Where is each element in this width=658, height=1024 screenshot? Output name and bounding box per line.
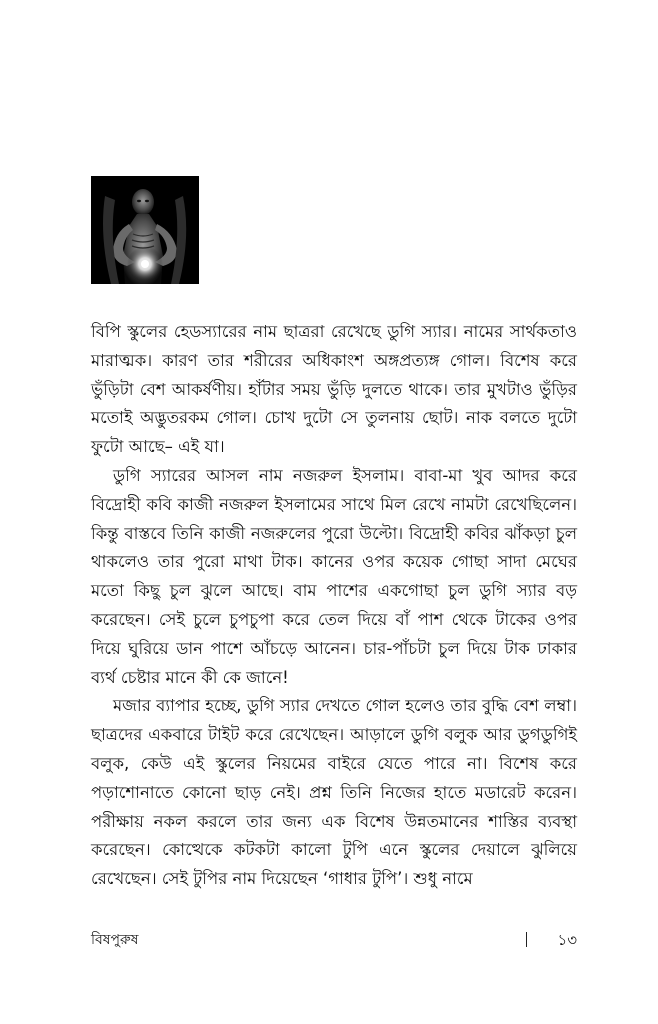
running-title: বিষপুরুষ — [91, 932, 139, 948]
paragraph-3: মজার ব্যাপার হচ্ছে, ডুগি স্যার দেখতে গোল হলেও তার বুদ্ধি বেশ লম্বা। ছাত্রদের একবারে টাইট করে রেখেছেন। আড়ালে ডুগি বলুক আর ডুগডুগিই বলুক, কেউ এই স্কুলের নিয়মের বাইরে যেতে পারে না। বিশেষ করে পড়াশোনাতে কোনো ছাড় নেই। প্রশ্ন তিনি নিজের হাতে মডারেট করেন। পরীক্ষায় নকল করলে তার জন্য এক বিশেষ উন্নতমানের শাস্তির ব্যবস্থা করেছেন। কোত্থেকে কটকটা কালো টুপি এনে স্কুলের দেয়ালে ঝুলিয়ে রেখেছেন। সেই টুপির নাম দিয়েছেন ‘গাধার টুপি’। শুধু নামে — [91, 696, 577, 889]
page-number: ১৩ — [557, 931, 577, 949]
footer-separator — [526, 932, 528, 947]
paragraph-1: বিপি স্কুলের হেডস্যারের নাম ছাত্ররা রেখেছে ডুগি স্যার। নামের সার্থকতাও মারাত্মক। কারণ তার শরীরের অধিকাংশ অঙ্গপ্রত্যঙ্গ গোল। বিশেষ করে ভুঁড়িটা বেশ আকর্ষণীয়। হাঁটার সময় ভুঁড়ি দুলতে থাকে। তার মুখটাও ভুঁড়ির মতোই অদ্ভুতরকম গোল। চোখ দুটো সে তুলনায় ছোট। নাক বলতে দুটো ফুটো আছে– এই যা। — [91, 322, 577, 457]
chapter-illustration — [91, 176, 199, 284]
body-text — [91, 318, 577, 894]
page-footer — [91, 928, 577, 952]
glowing-figure-illustration — [91, 176, 199, 284]
paragraph-2: ডুগি স্যারের আসল নাম নজরুল ইসলাম। বাবা-মা খুব আদর করে বিদ্রোহী কবি কাজী নজরুল ইসলামের সাথে মিল রেখে নামটা রেখেছিলেন। কিন্তু বাস্তবে তিনি কাজী নজরুলের পুরো উল্টো। বিদ্রোহী কবির ঝাঁকড়া চুল থাকলেও তার পুরো মাথা টাক। কানের ওপর কয়েক গোছা সাদা মেঘের মতো কিছু চুল ঝুলে আছে। বাম পাশের একগোছা চুল ডুগি স্যার বড় করেছেন। সেই চুলে চুপচুপা করে তেল দিয়ে বাঁ পাশ থেকে টাকের ওপর দিয়ে ঘুরিয়ে ডান পাশে আঁচড়ে আনেন। চার-পাঁচটা চুল দিয়ে টাক ঢাকার ব্যর্থ চেষ্টার মানে কী কে জানে! — [91, 465, 577, 687]
